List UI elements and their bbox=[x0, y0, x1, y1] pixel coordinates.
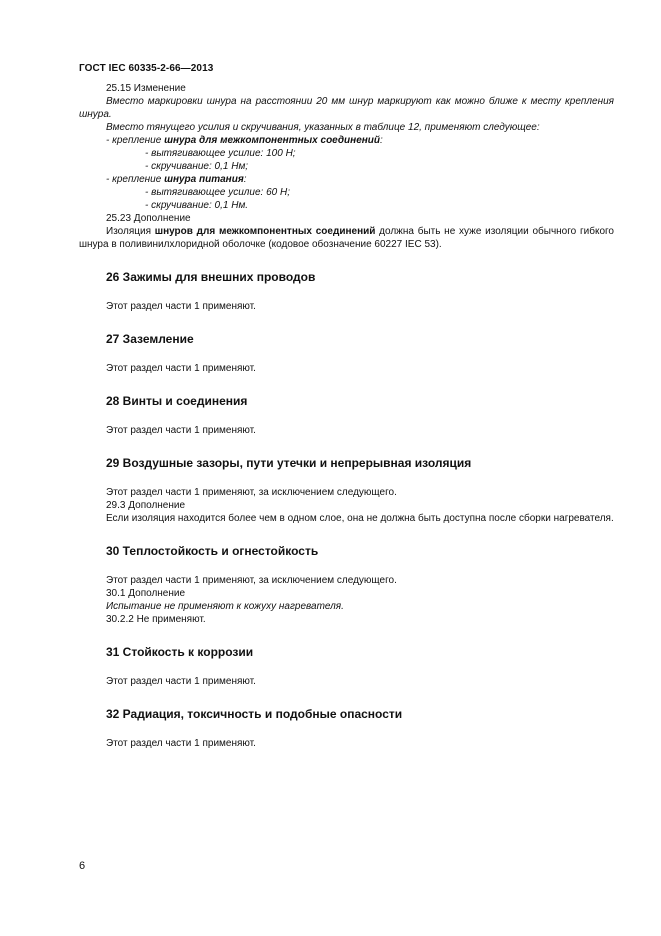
section-30-heading: 30 Теплостойкость и огнестойкость bbox=[106, 544, 319, 558]
clause-25-23-bold-term: шнуров для межкомпонентных соединений bbox=[154, 226, 376, 237]
section-29-heading: 29 Воздушные зазоры, пути утечки и непрерывная изоляция bbox=[106, 456, 472, 470]
section-28-text: Этот раздел части 1 применяют. bbox=[106, 425, 256, 436]
clause-25-15-item-2b: - скручивание: 0,1 Нм. bbox=[145, 200, 249, 211]
page-number: 6 bbox=[79, 860, 86, 872]
section-28-heading: 28 Винты и соединения bbox=[106, 394, 248, 408]
clause-30-1-text: Испытание не применяют к кожуху нагревателя. bbox=[106, 601, 344, 612]
clause-25-15-title: 25.15 Изменение bbox=[106, 83, 186, 94]
section-30-text: Этот раздел части 1 применяют, за исключением следующего. bbox=[106, 575, 397, 586]
item-2-bold-term: шнура питания bbox=[164, 174, 244, 185]
section-32-text: Этот раздел части 1 применяют. bbox=[106, 738, 256, 749]
clause-25-15-item-1a: - вытягивающее усилие: 100 Н; bbox=[145, 148, 296, 159]
clause-30-1-title: 30.1 Дополнение bbox=[106, 588, 186, 599]
clause-25-15-item-1 bbox=[79, 134, 614, 147]
item-2-prefix: - крепление bbox=[106, 174, 165, 185]
clause-25-23-para bbox=[79, 225, 614, 251]
clause-25-15-item-2 bbox=[79, 173, 614, 186]
clause-25-15-item-1b: - скручивание: 0,1 Нм; bbox=[145, 161, 249, 172]
item-1-prefix: - крепление bbox=[106, 135, 165, 146]
clause-29-3-text: Если изоляция находится более чем в одном слое, она не должна быть доступна после сборки нагревателя. bbox=[106, 513, 614, 524]
clause-25-15-para-2: Вместо тянущего усилия и скручивания, указанных в таблице 12, применяют следующее: bbox=[106, 122, 540, 133]
clause-25-23-prefix: Изоляция bbox=[106, 226, 155, 237]
document-header: ГОСТ IEC 60335-2-66—2013 bbox=[79, 63, 214, 74]
clause-25-23-title: 25.23 Дополнение bbox=[106, 213, 191, 224]
item-1-bold-term: шнура для межкомпонентных соединений bbox=[164, 135, 381, 146]
section-31-heading: 31 Стойкость к коррозии bbox=[106, 645, 254, 659]
item-2-suffix: : bbox=[243, 174, 247, 185]
clause-30-2-2: 30.2.2 Не применяют. bbox=[106, 614, 206, 625]
section-26-heading: 26 Зажимы для внешних проводов bbox=[106, 270, 316, 284]
section-26-text: Этот раздел части 1 применяют. bbox=[106, 301, 256, 312]
section-27-text: Этот раздел части 1 применяют. bbox=[106, 363, 256, 374]
section-29-text: Этот раздел части 1 применяют, за исключением следующего. bbox=[106, 487, 397, 498]
clause-25-15-para-1: Вместо маркировки шнура на расстоянии 20 мм шнур маркируют как можно ближе к месту крепления шнура. bbox=[79, 96, 614, 120]
clause-25-15-item-2a: - вытягивающее усилие: 60 Н; bbox=[145, 187, 291, 198]
item-1-suffix: : bbox=[380, 135, 383, 146]
section-32-heading: 32 Радиация, токсичность и подобные опасности bbox=[106, 707, 403, 721]
section-27-heading: 27 Заземление bbox=[106, 332, 194, 346]
clause-25-23-suffix: должна быть не хуже изоляции обычного гибкого шнура в поливинилхлоридной оболочке (кодовое обозначение 60227 IEC 53). bbox=[79, 226, 614, 250]
document-body bbox=[79, 82, 614, 750]
clause-29-3-title: 29.3 Дополнение bbox=[106, 500, 186, 511]
section-31-text: Этот раздел части 1 применяют. bbox=[106, 676, 256, 687]
